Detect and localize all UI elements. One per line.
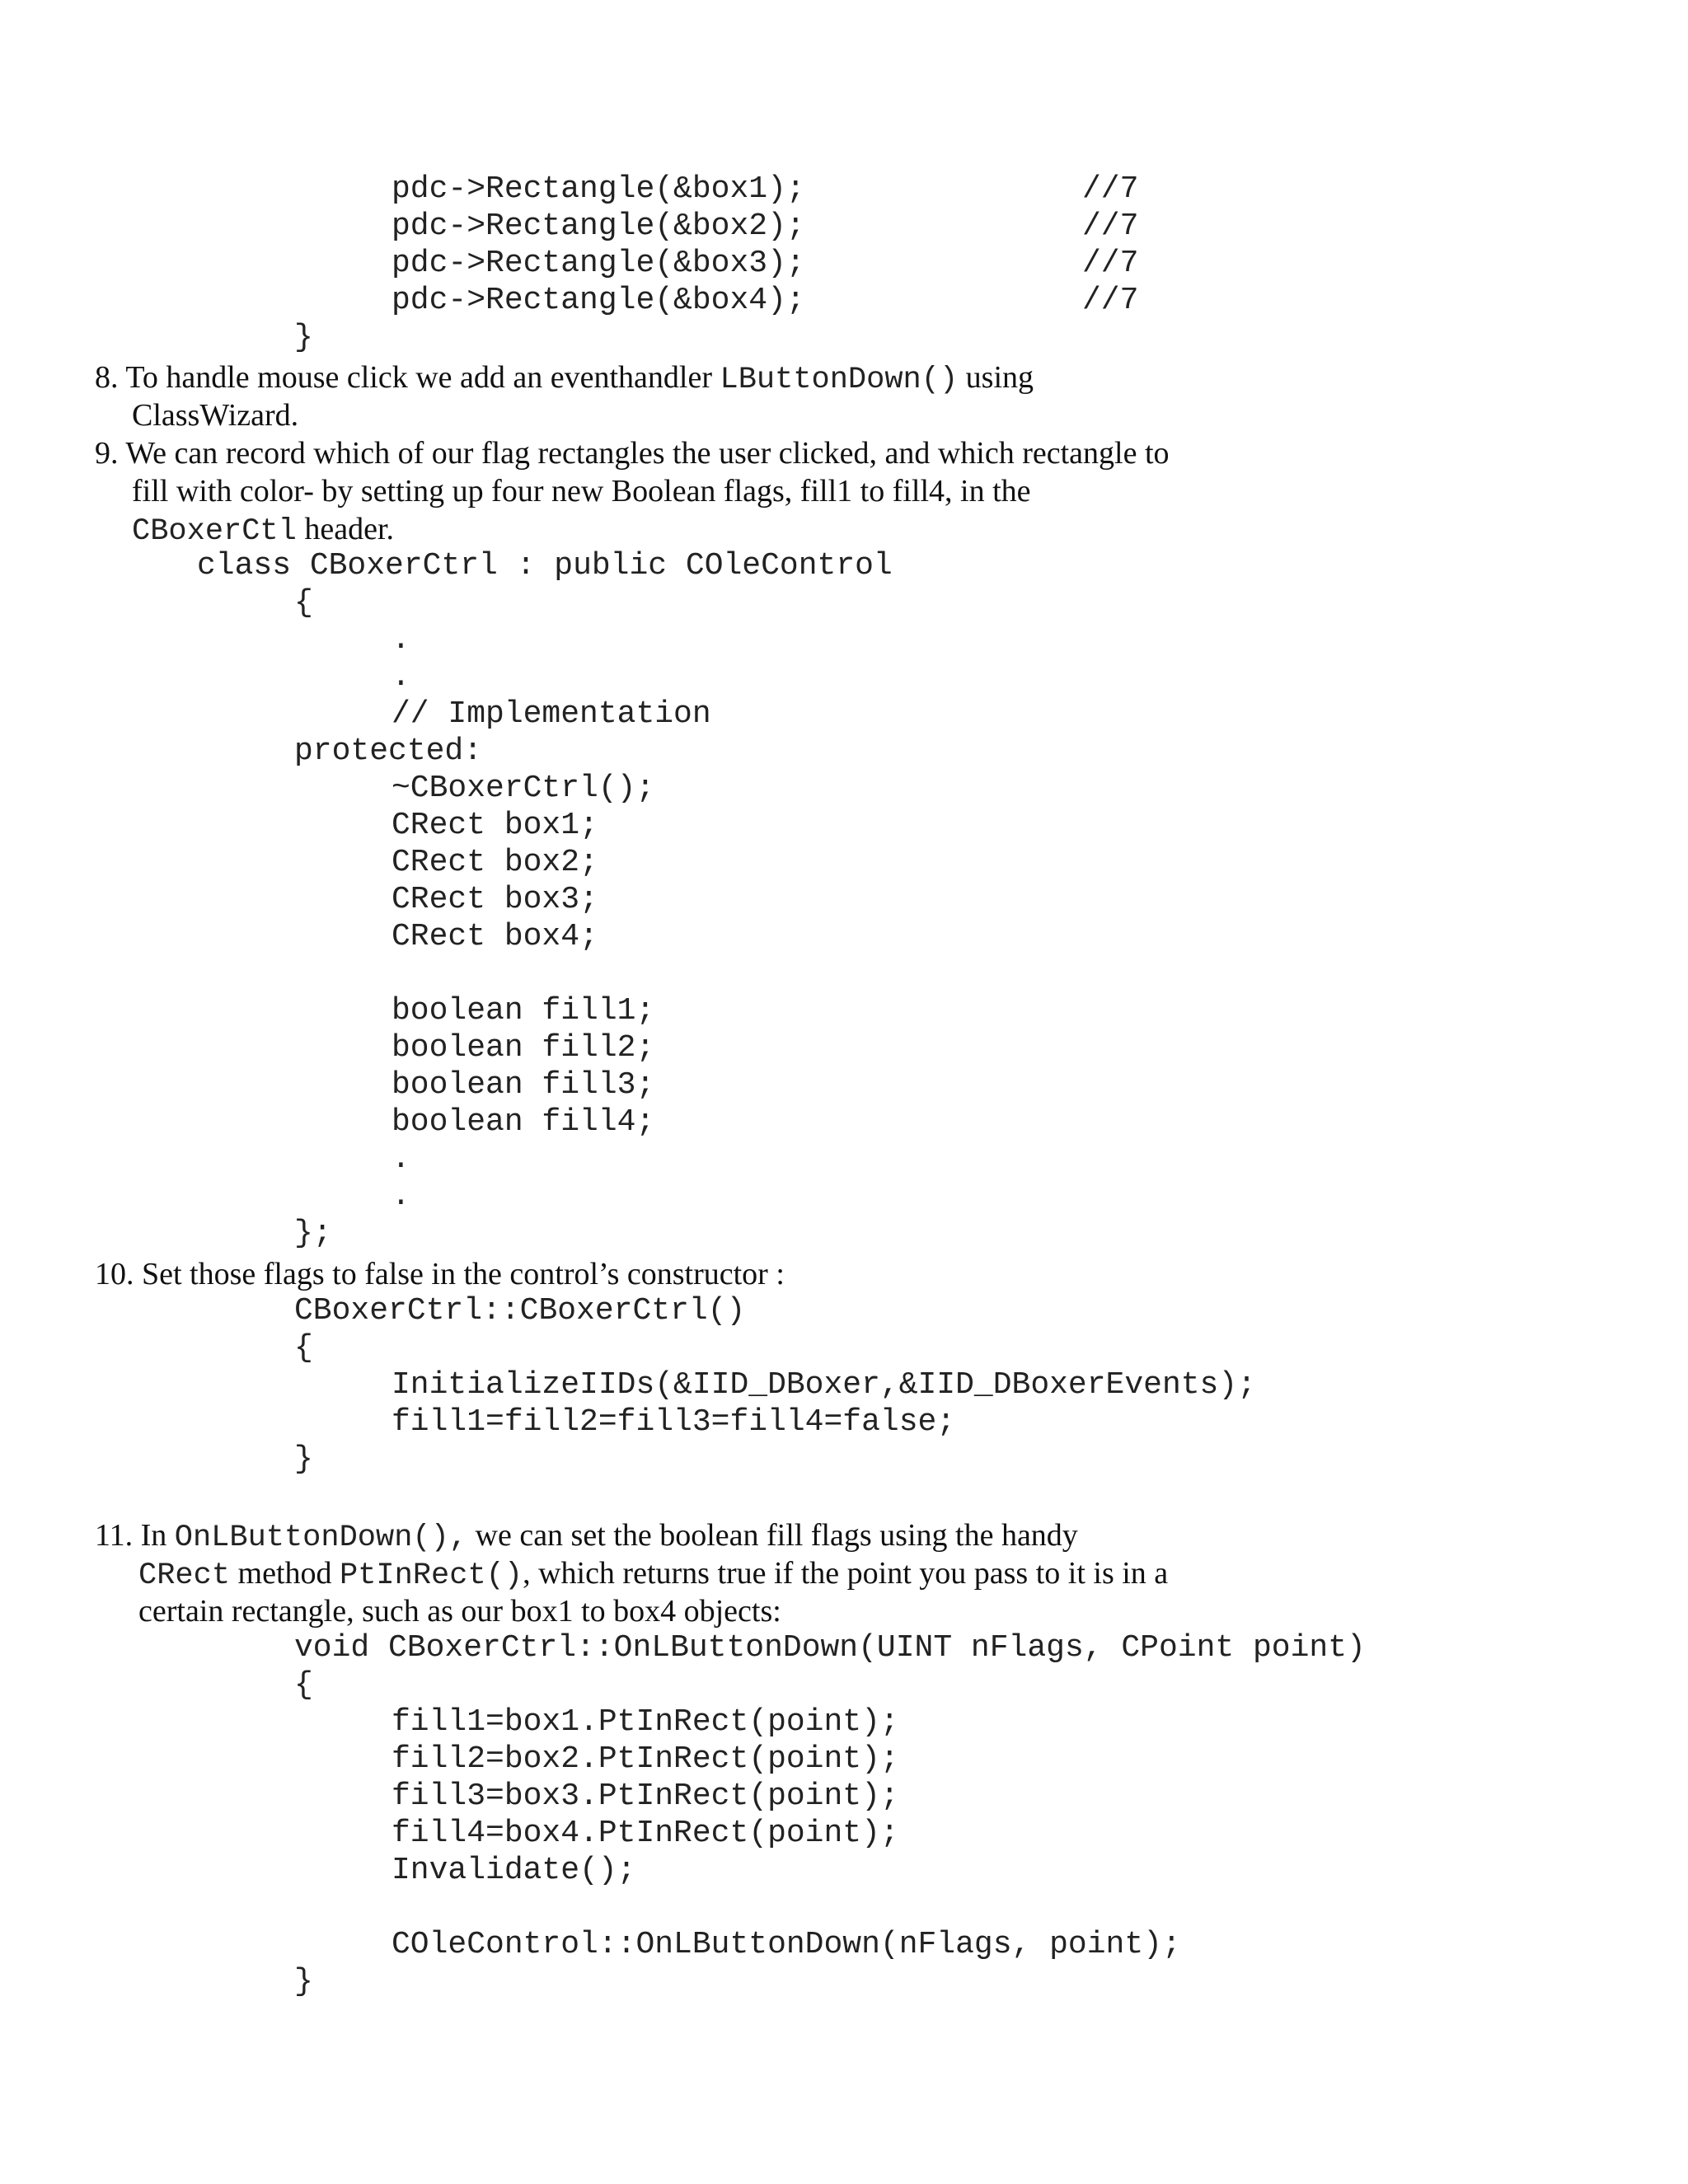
code-open-brace: { xyxy=(294,1667,313,1703)
step-9-line-3 xyxy=(132,510,394,551)
code-close-brace: } xyxy=(294,1964,313,1999)
inline-code: OnLButtonDown(), xyxy=(174,1521,468,1555)
code-open-brace: { xyxy=(294,1330,313,1366)
code-comment: // Implementation xyxy=(392,696,711,732)
code-open-brace: { xyxy=(294,585,313,621)
step-8-line-1 xyxy=(95,359,1034,399)
flag-member: boolean fill2; xyxy=(392,1030,655,1066)
code-line: fill2=box2.PtInRect(point); xyxy=(392,1741,899,1777)
inline-code: CBoxerCtl xyxy=(132,514,297,549)
flag-member: boolean fill4; xyxy=(392,1104,655,1140)
code-line: pdc->Rectangle(&box1); xyxy=(392,171,805,207)
step-11-text: 11. In xyxy=(95,1518,175,1553)
step-8-line-2: ClassWizard. xyxy=(132,398,299,433)
handler-signature: void CBoxerCtrl::OnLButtonDown(UINT nFlags, CPoint point) xyxy=(294,1630,1366,1666)
class-member: CRect box2; xyxy=(392,845,598,880)
inline-code: CRect xyxy=(138,1558,231,1593)
ellipsis-dot: . xyxy=(392,659,410,695)
code-line: pdc->Rectangle(&box3); xyxy=(392,246,805,281)
step-9-line-1: 9. We can record which of our flag rectangles the user clicked, and which rectangle to xyxy=(95,436,1170,471)
step-11-text: method xyxy=(230,1556,340,1591)
ctor-signature: CBoxerCtrl::CBoxerCtrl() xyxy=(294,1293,746,1329)
code-line: fill4=box4.PtInRect(point); xyxy=(392,1816,899,1851)
access-specifier: protected: xyxy=(294,733,483,769)
code-comment: //7 xyxy=(1082,283,1139,318)
code-line: fill1=box1.PtInRect(point); xyxy=(392,1704,899,1740)
step-8-text: 8. To handle mouse click we add an eventhandler xyxy=(95,360,720,395)
code-comment: //7 xyxy=(1082,171,1139,207)
class-member: CRect box1; xyxy=(392,808,598,843)
class-close: }; xyxy=(294,1216,332,1251)
inline-code: PtInRect() xyxy=(340,1558,523,1593)
step-10-line-1: 10. Set those flags to false in the control’s constructor : xyxy=(95,1257,785,1291)
code-comment: //7 xyxy=(1082,209,1139,244)
code-close-brace: } xyxy=(294,1441,313,1477)
code-line: InitializeIIDs(&IID_DBoxer,&IID_DBoxerEvents); xyxy=(392,1367,1256,1403)
code-line: COleControl::OnLButtonDown(nFlags, point); xyxy=(392,1927,1181,1962)
code-line: fill1=fill2=fill3=fill4=false; xyxy=(392,1404,956,1440)
code-line: Invalidate(); xyxy=(392,1853,636,1888)
step-9-line-2: fill with color- by setting up four new Boolean flags, fill1 to fill4, in the xyxy=(132,474,1031,509)
code-line: fill3=box3.PtInRect(point); xyxy=(392,1779,899,1814)
code-comment: //7 xyxy=(1082,246,1139,281)
class-header: class CBoxerCtrl : public COleControl xyxy=(197,548,893,583)
step-11-text: we can set the boolean fill flags using the handy xyxy=(467,1518,1078,1553)
code-close-brace: } xyxy=(294,320,313,355)
class-member: CRect box4; xyxy=(392,919,598,954)
class-member: ~CBoxerCtrl(); xyxy=(392,771,655,806)
step-11-line-1 xyxy=(95,1516,1078,1557)
class-member: CRect box3; xyxy=(392,882,598,917)
code-line: pdc->Rectangle(&box4); xyxy=(392,283,805,318)
step-11-text: , which returns true if the point you pass to it is in a xyxy=(523,1556,1169,1591)
step-8-text: using xyxy=(958,360,1034,395)
step-11-line-3: certain rectangle, such as our box1 to box4 objects: xyxy=(138,1594,781,1629)
step-9-text: header. xyxy=(296,512,394,546)
ellipsis-dot: . xyxy=(392,1141,410,1177)
inline-code: LButtonDown() xyxy=(720,363,959,397)
step-11-line-2 xyxy=(138,1554,1168,1595)
ellipsis-dot: . xyxy=(392,622,410,658)
code-line: pdc->Rectangle(&box2); xyxy=(392,209,805,244)
flag-member: boolean fill1; xyxy=(392,993,655,1029)
flag-member: boolean fill3; xyxy=(392,1067,655,1103)
ellipsis-dot: . xyxy=(392,1179,410,1214)
